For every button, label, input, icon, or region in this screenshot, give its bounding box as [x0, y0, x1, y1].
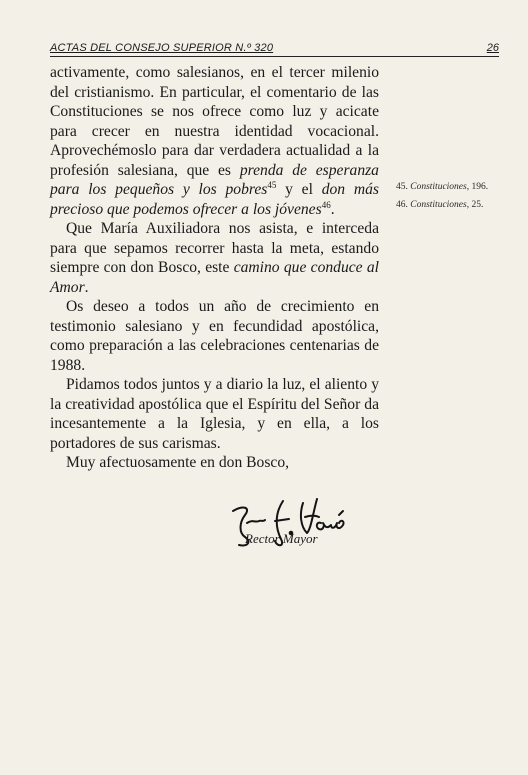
paragraph-5: Muy afectuosamente en don Bosco, — [66, 454, 290, 471]
paragraph-2 — [50, 219, 379, 297]
paragraph-3: Os deseo a todos un año de crecimiento en testimonio salesiano y en fecundidad apostólica, como preparación a las celebraciones centenarias de 1988. — [50, 298, 379, 374]
paragraph-1 — [50, 63, 379, 219]
footnote-45 — [396, 182, 488, 192]
body-text — [50, 63, 379, 473]
footnote-ref: Constituciones — [410, 182, 467, 192]
footnote-page: , 196. — [466, 182, 489, 192]
paragraph-1-text-2: y el — [276, 181, 322, 198]
paragraph-1-end: . — [330, 200, 335, 218]
footnote-number: 45. — [396, 182, 408, 192]
signature-caption: Rector Mayor — [245, 531, 318, 546]
running-header — [50, 42, 499, 57]
paragraph-1-text: activamente, como salesianos, en el tercer milenio del cristianismo. En particular, el comentario de las Constituciones se nos ofrece como luz y acicate para crecer en nuestra identidad vocacional. Aprovechémoslo para dar verdadera actualidad a la profesión salesiana, que es — [50, 64, 379, 179]
footnote-page: , 25. — [466, 200, 484, 210]
paragraph-2-end: . — [84, 278, 89, 296]
page-number: 26 — [486, 42, 499, 54]
paragraph-4: Pidamos todos juntos y a diario la luz, el aliento y la creatividad apostólica que el Espíritu del Señor da incesantemente a la Iglesia, y en ella, a los portadores de sus carismas. — [50, 376, 379, 452]
paragraph-1-italic-2: don más precioso que podemos ofrecer a los jóvenes — [50, 181, 379, 218]
paragraph-2-text: Que María Auxiliadora nos asista, e interceda para que sepamos recorrer hasta la meta, estando siempre con don Bosco, este — [50, 220, 379, 276]
paragraph-1-italic-1: prenda de esperanza para los pequeños y los pobres — [50, 161, 379, 198]
footnote-ref-45: 45 — [267, 180, 277, 190]
footnote-ref-46: 46 — [321, 199, 331, 210]
footnote-ref: Constituciones — [410, 200, 467, 210]
header-title: ACTAS DEL CONSEJO SUPERIOR N.º 320 — [50, 42, 274, 54]
paragraph-2-italic: camino que conduce al Amor — [50, 259, 379, 296]
footnote-number: 46. — [396, 200, 408, 210]
footnote-46 — [396, 200, 483, 210]
